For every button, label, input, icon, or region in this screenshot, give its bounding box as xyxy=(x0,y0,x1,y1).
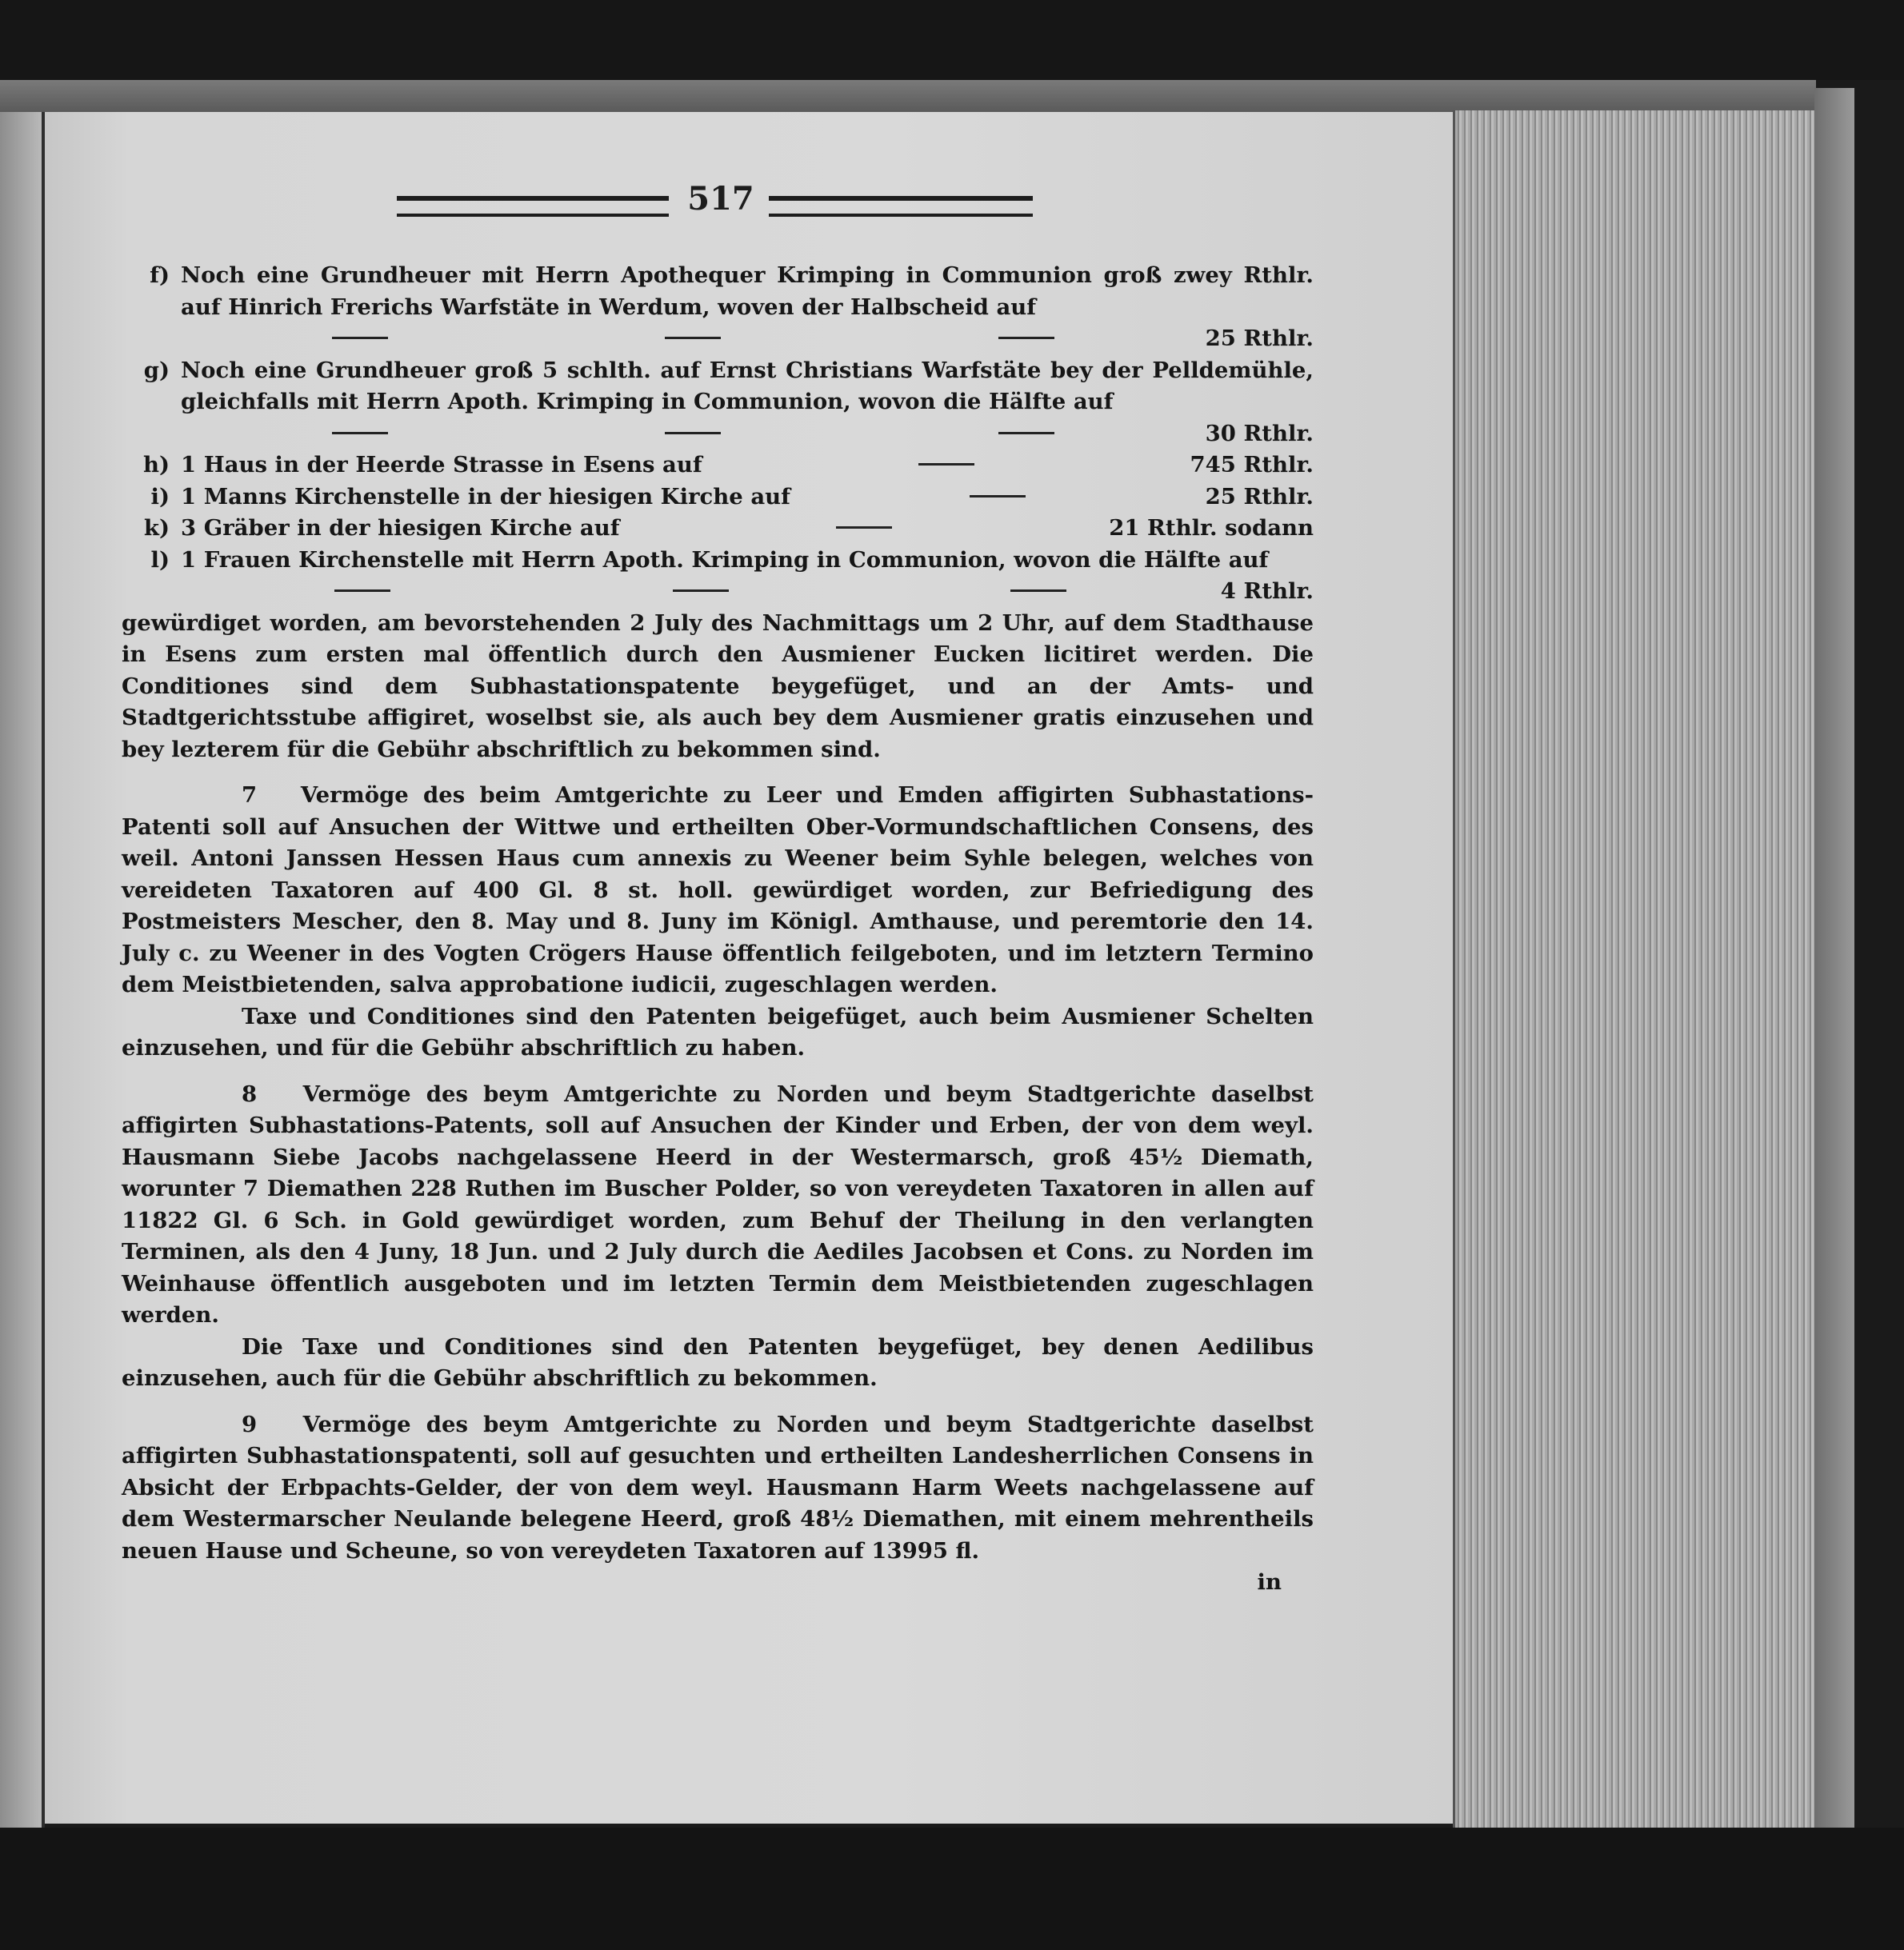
section-text: Vermöge des beym Amtgerichte zu Norden und beym Stadtgerichte daselbst affigirten Subhastations-Patents, soll auf Ansuchen der Kinder und Erben, der von dem weyl. Hausmann Siebe Jacobs nachgelassene Heerd in der Westermarsch, groß 45½ Diemath, worunter 7 Diemathen 228 Ruthen im Buscher Polder, so von vereydeten Taxatoren in allen auf 11822 Gl. 6 Sch. in Gold gewürdiget worden, zum Behuf der Theilung in den verlangten Terminen, als den 4 Juny, 18 Jun. und 2 July durch die Aediles Jacobsen et Cons. zu Norden im Weinhause öffentlich ausgeboten und im letzten Termin dem Meistbietenden zugeschlagen werden. xyxy=(122,1081,1314,1328)
section-7 xyxy=(122,780,1314,1001)
item-text: Noch eine Grundheuer groß 5 schlth. auf Ernst Christians Warfstäte bey der Pelldemühle, gleichfalls mit Herrn Apoth. Krimping in Communion, wovon die Hälfte auf xyxy=(181,357,1314,414)
list-item-i xyxy=(122,482,1314,513)
section-8 xyxy=(122,1079,1314,1332)
page-number: 517 xyxy=(687,180,754,218)
header-rule-left xyxy=(397,196,669,217)
page-block-fore-edge xyxy=(1453,110,1817,1830)
item-amount: 4 Rthlr. xyxy=(1220,578,1314,604)
item-mark: i) xyxy=(150,483,170,509)
item-amount: 21 Rthlr. sodann xyxy=(1109,515,1314,541)
section-8-note: Die Taxe und Conditiones sind den Patenten beygefüget, bey denen Aedilibus einzusehen, auch für die Gebühr abschriftlich zu bekommen. xyxy=(122,1333,1314,1391)
item-amount: 25 Rthlr. xyxy=(1205,326,1314,351)
item-text: 1 Frauen Kirchenstelle mit Herrn Apoth. Krimping in Communion, wovon die Hälfte auf xyxy=(181,546,1269,573)
item-mark: k) xyxy=(143,515,170,541)
item-mark: g) xyxy=(143,357,170,383)
list-item-g xyxy=(122,355,1314,450)
item-amount: 745 Rthlr. xyxy=(1190,452,1314,478)
section-9 xyxy=(122,1409,1314,1568)
item-text: 1 Haus in der Heerde Strasse in Esens auf xyxy=(181,452,702,478)
list-item-k xyxy=(122,513,1314,545)
item-mark: f) xyxy=(150,262,170,288)
item-mark: h) xyxy=(142,452,170,478)
closing-paragraph-6: gewürdiget worden, am bevorstehenden 2 July des Nachmittags um 2 Uhr, auf dem Stadthause in Esens zum ersten mal öffentlich durch den Ausmiener Eucken licitiret werden. Die Conditiones sind dem Subhastationspatente beygefüget, und an der Amts- und Stadtgerichtsstube affigiret, woselbst sie, als auch bey dem Ausmiener gratis einzusehen und bey lezterem für die Gebühr abschriftlich zu bekommen sind. xyxy=(122,609,1314,762)
header-rule-right xyxy=(769,196,1033,217)
list-item-h xyxy=(122,450,1314,482)
page-header xyxy=(45,180,1453,228)
item-text: Noch eine Grundheuer mit Herrn Apothequer Krimping in Communion groß zwey Rthlr. auf Hinrich Frerichs Warfstäte in Werdum, woven der Halbscheid auf xyxy=(181,262,1314,320)
item-amount: 25 Rthlr. xyxy=(1205,483,1314,509)
item-text: 1 Manns Kirchenstelle in der hiesigen Kirche auf xyxy=(181,483,790,509)
section-7-note: Taxe und Conditiones sind den Patenten beigefüget, auch beim Ausmiener Schelten einzusehen, und für die Gebühr abschriftlich zu haben. xyxy=(122,1003,1314,1061)
catchword: in xyxy=(1257,1569,1282,1595)
section-number: 7 xyxy=(242,782,258,808)
page-body xyxy=(122,260,1314,1599)
section-number: 8 xyxy=(242,1081,258,1107)
item-amount: 30 Rthlr. xyxy=(1205,420,1314,446)
list-item-f xyxy=(122,260,1314,355)
item-mark: l) xyxy=(150,546,170,573)
book-cover-top-edge xyxy=(0,80,1816,114)
scan-background-top xyxy=(0,0,1904,80)
item-text: 3 Gräber in der hiesigen Kirche auf xyxy=(181,515,620,541)
section-text: Vermöge des beim Amtgerichte zu Leer und Emden affigirten Subhastations-Patenti soll auf Ansuchen der Wittwe und ertheilten Ober-Vormundschaftlichen Consens, des weil. Antoni Janssen Hessen Haus cum annexis zu Weener beim Syhle belegen, welches von vereideten Taxatoren auf 400 Gl. 8 st. holl. gewürdiget worden, zur Befriedigung des Postmeisters Mescher, den 8. May und 8. Juny im Königl. Amthause, und peremtorie den 14. July c. zu Weener in des Vogten Crögers Hause öffentlich feilgeboten, und im letztern Termino dem Meistbietenden, salva approbatione iudicii, zugeschlagen werden. xyxy=(122,782,1314,997)
list-item-l xyxy=(122,545,1314,608)
section-text: Vermöge des beym Amtgerichte zu Norden und beym Stadtgerichte daselbst affigirten Subhastationspatenti, soll auf gesuchten und ertheilten Landesherrlichen Consens in Absicht der Erbpachts-Gelder, der von dem weyl. Hausmann Harm Weets nachgelassene auf dem Westermarscher Neulande belegene Heerd, groß 48½ Diemathen, mit einem mehrentheils neuen Hause und Scheune, so von vereydeten Taxatoren auf 13995 fl. xyxy=(122,1411,1314,1564)
book-cover-board xyxy=(1814,88,1854,1828)
book-page xyxy=(45,112,1453,1824)
facing-page-edge xyxy=(0,112,45,1832)
scan-background-bottom xyxy=(0,1828,1904,1950)
section-number: 9 xyxy=(242,1411,258,1437)
